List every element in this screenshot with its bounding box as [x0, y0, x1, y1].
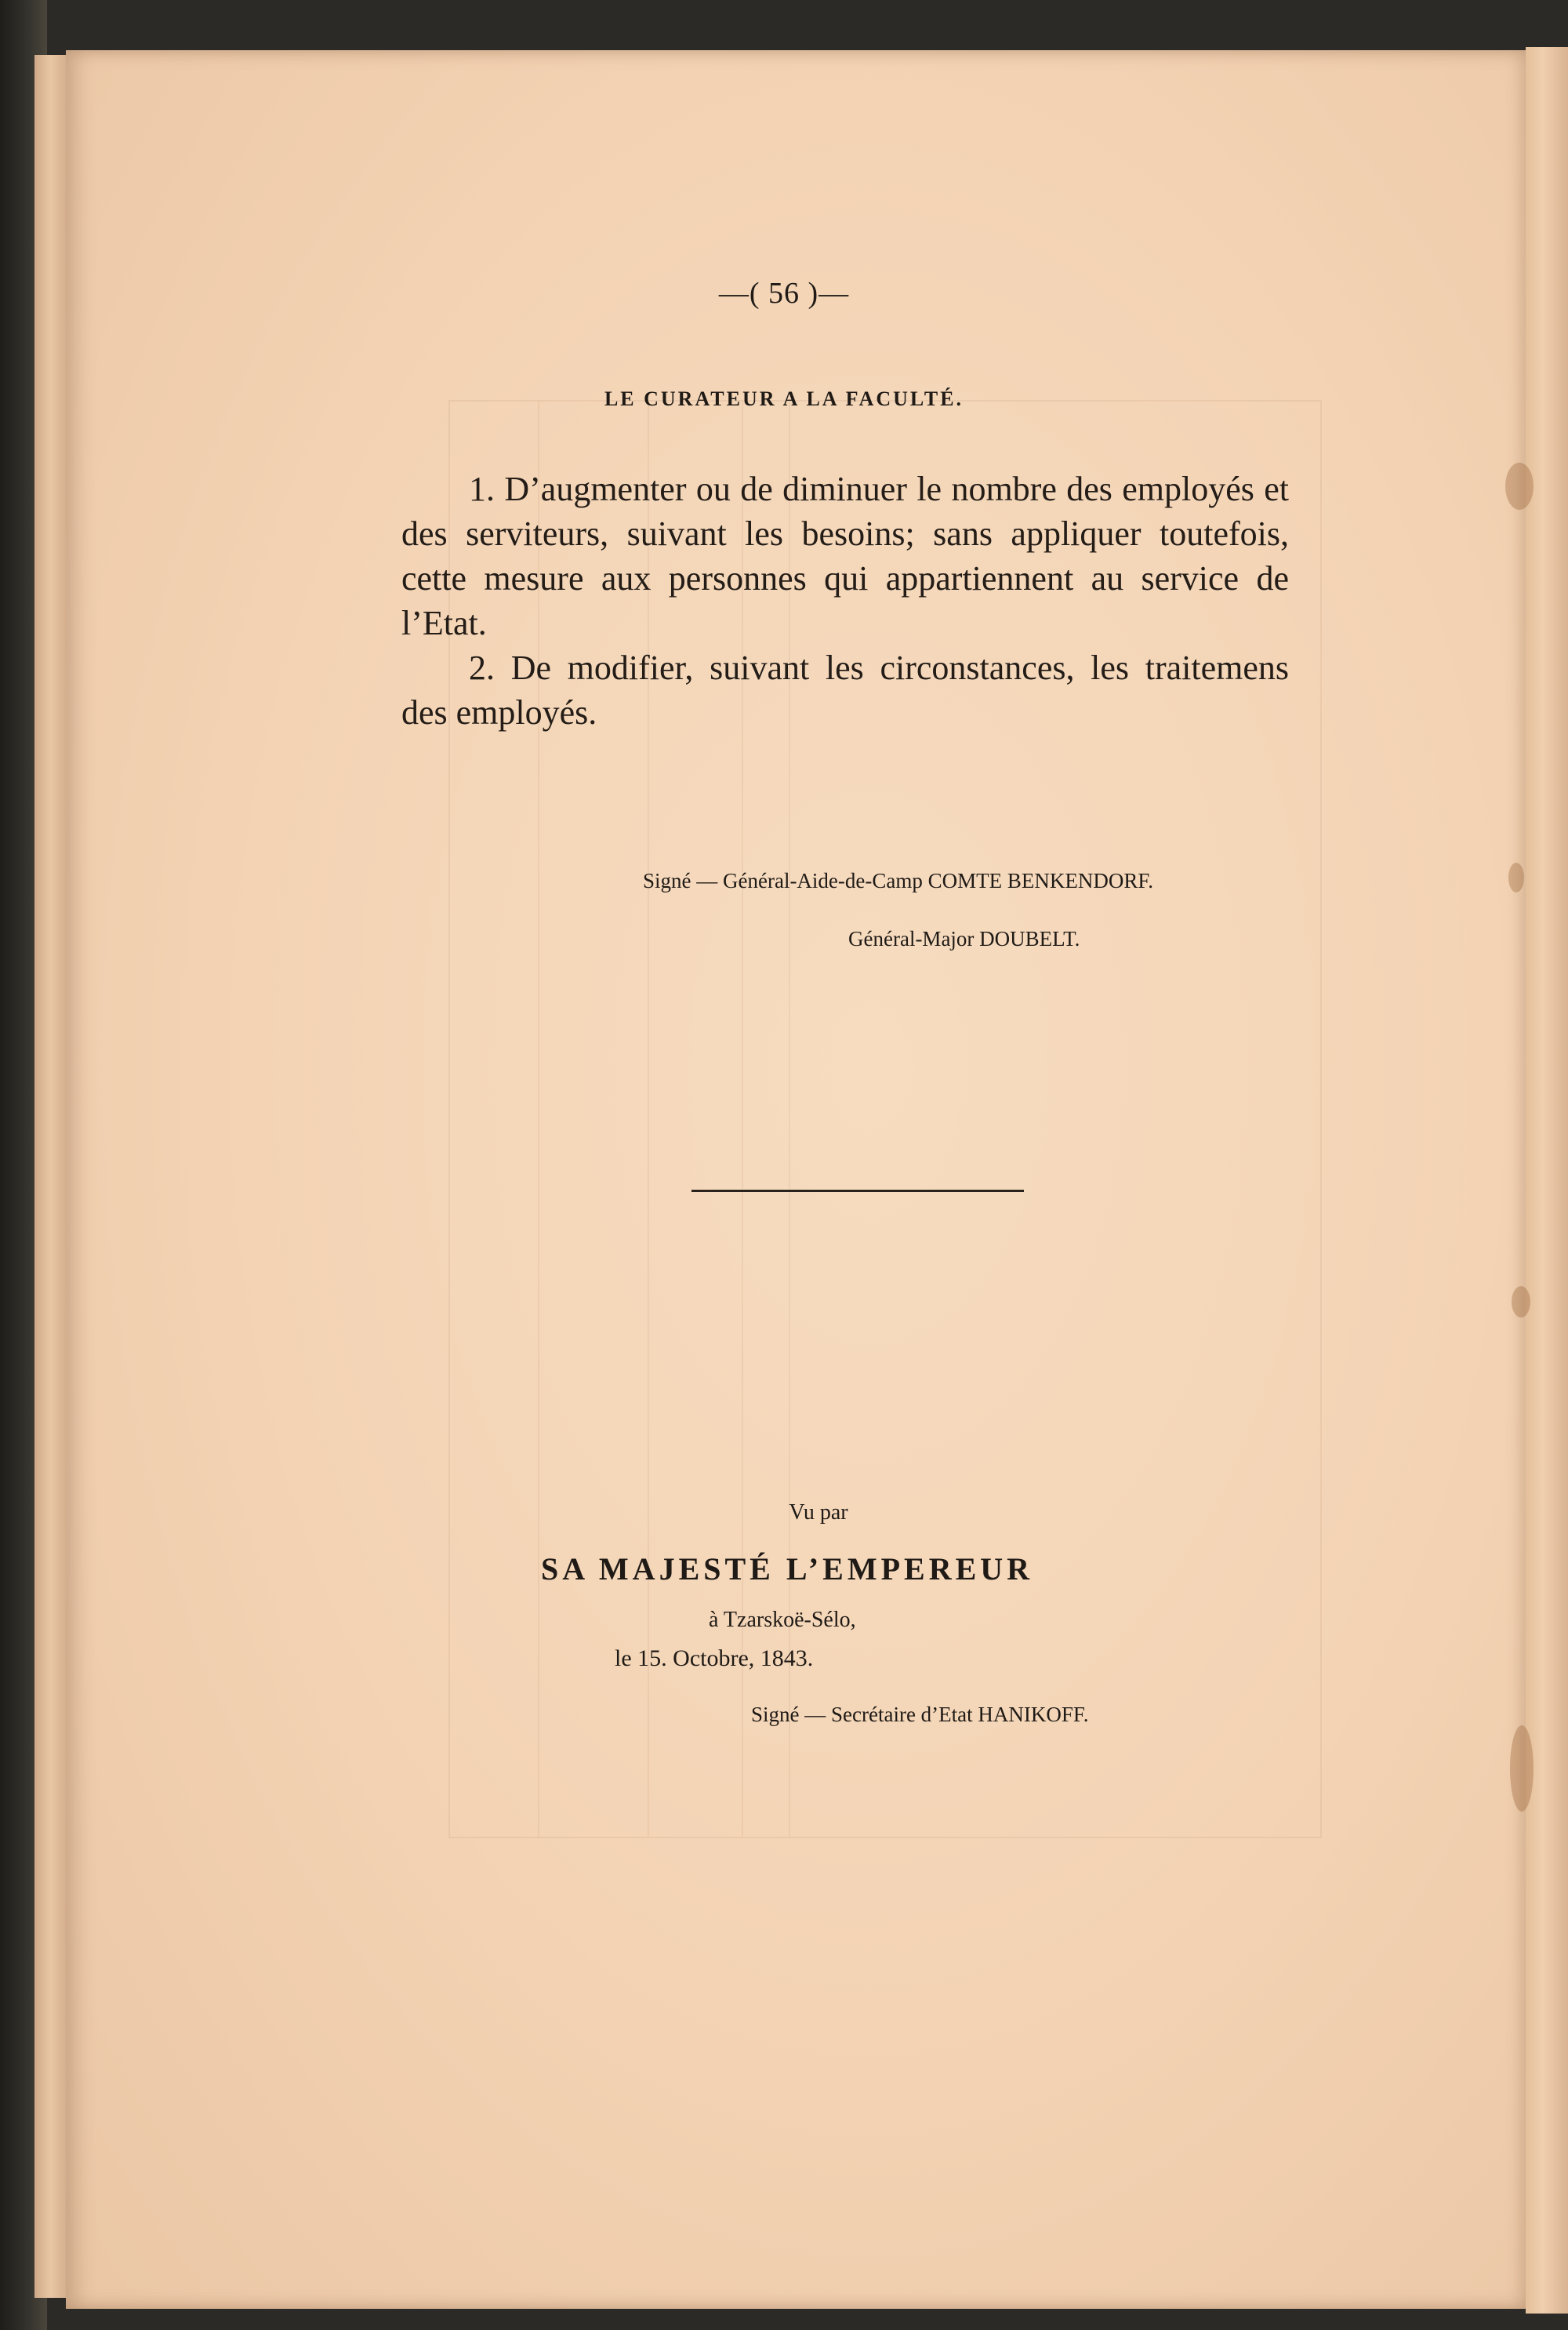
place-line: à Tzarskoë-Sélo,	[709, 1608, 856, 1632]
signature-benkendorf: Signé — Général-Aide-de-Camp COMTE BENKENDORF.	[643, 869, 1153, 892]
page-number: —( 56 )—	[718, 277, 850, 310]
horizontal-rule	[691, 1190, 1024, 1192]
foxing-spot	[1510, 1725, 1534, 1812]
paragraph-2: 2. De modifier, suivant les circonstances, les traitemens des employés.	[401, 649, 1289, 732]
section-heading: LE CURATEUR A LA FACULTÉ.	[604, 387, 964, 410]
foxing-spot	[1508, 863, 1524, 892]
signature-doubelt: Général-Major DOUBELT.	[848, 927, 1080, 951]
date-line: le 15. Octobre, 1843.	[615, 1645, 814, 1671]
vu-par-label: Vu par	[789, 1500, 848, 1525]
emperor-line: SA MAJESTÉ L’EMPEREUR	[541, 1551, 1034, 1587]
signature-hanikoff: Signé — Secrétaire d’Etat HANIKOFF.	[751, 1703, 1089, 1726]
paragraph-1: 1. D’augmenter ou de diminuer le nombre des employés et des serviteurs, suivant les besoins; sans appliquer toutefois, cette mesure aux personnes qui appartiennent au service de l’Etat.	[401, 470, 1289, 642]
foxing-spot	[1512, 1286, 1530, 1318]
foxing-spot	[1505, 463, 1534, 510]
